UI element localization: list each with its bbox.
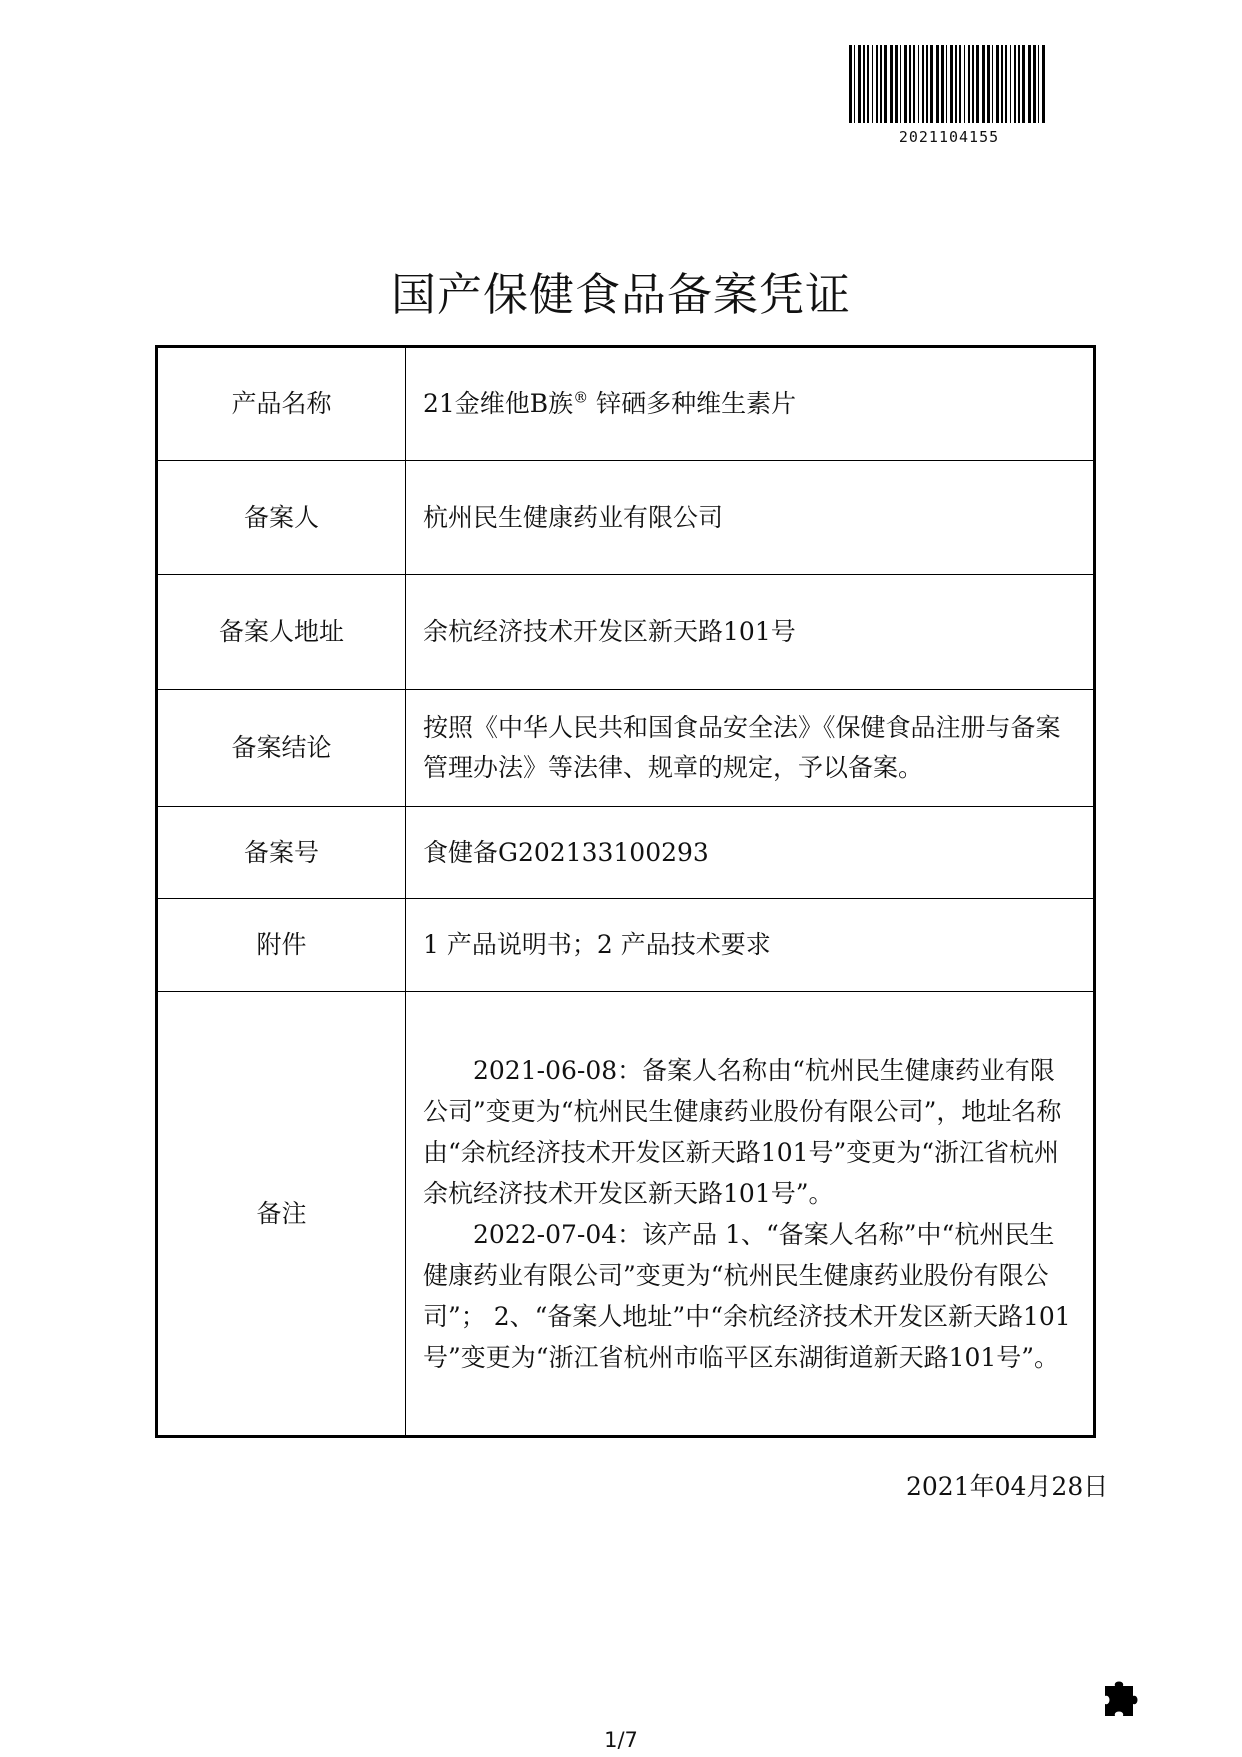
page-title: 国产保健食品备案凭证: [390, 268, 851, 321]
value-filer: 杭州民生健康药业有限公司: [406, 461, 1095, 575]
barcode-number: 2021104155: [898, 128, 1000, 146]
value-product-name: [406, 347, 1095, 461]
row-filing-number: [157, 807, 1095, 899]
puzzle-piece-icon: [1101, 1676, 1145, 1720]
remark-paragraph-2: 2022-07-04：该产品 1、“备案人名称”中“杭州民生健康药业有限公司”变更为“杭州民生健康药业股份有限公司”； 2、“备案人地址”中“余杭经济技术开发区新天路101号”变更为“浙江省杭州市临平区东湖街道新天路101号”。: [423, 1219, 1071, 1372]
row-conclusion: [157, 690, 1095, 807]
product-name-main: 21金维他B族: [423, 389, 574, 418]
label-conclusion: 备案结论: [157, 690, 406, 807]
value-conclusion: 按照《中华人民共和国食品安全法》《保健食品注册与备案管理办法》等法律、规章的规定，予以备案。: [406, 690, 1095, 807]
row-remarks: [157, 992, 1095, 1437]
label-filing-number: 备案号: [157, 807, 406, 899]
value-filer-address: 余杭经济技术开发区新天路101号: [406, 575, 1095, 690]
value-remarks: [406, 992, 1095, 1437]
label-filer-address: 备案人地址: [157, 575, 406, 690]
barcode-bars: [847, 45, 1051, 123]
remark-paragraph-1: 2021-06-08：备案人名称由“杭州民生健康药业有限公司”变更为“杭州民生健康药业股份有限公司”，地址名称由“余杭经济技术开发区新天路101号”变更为“浙江省杭州余杭经济技术开发区新天路101号”。: [423, 1055, 1062, 1208]
row-filer: [157, 461, 1095, 575]
registered-mark: ®: [573, 388, 589, 407]
label-filer: 备案人: [157, 461, 406, 575]
barcode: [847, 45, 1051, 146]
label-remarks: 备注: [157, 992, 406, 1437]
product-name-rest: 锌硒多种维生素片: [588, 389, 797, 418]
row-filer-address: [157, 575, 1095, 690]
row-attachments: [157, 899, 1095, 992]
value-attachments: 1 产品说明书；2 产品技术要求: [406, 899, 1095, 992]
certificate-table: [155, 345, 1096, 1438]
label-product-name: 产品名称: [157, 347, 406, 461]
label-attachments: 附件: [157, 899, 406, 992]
page-number: 1/7: [604, 1728, 638, 1752]
value-filing-number: 食健备G202133100293: [406, 807, 1095, 899]
issue-date: 2021年04月28日: [906, 1472, 1109, 1501]
row-product-name: [157, 347, 1095, 461]
